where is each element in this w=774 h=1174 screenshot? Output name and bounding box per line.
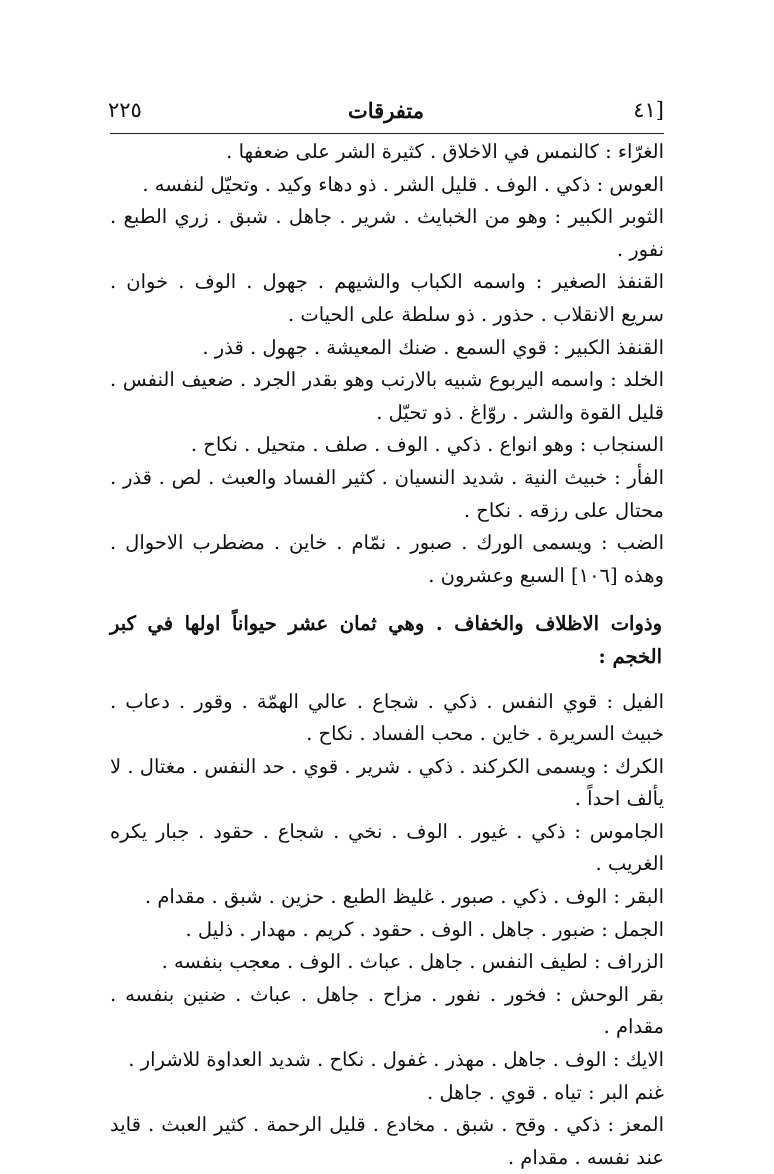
entry-khuld: الخلد : واسمه اليربوع شبيه بالارنب وهو بقدر الجرد . ضعيف النفس . قليل القوة والشر . روّاغ . ذو تحيّل .	[110, 364, 664, 429]
page-body	[110, 136, 664, 1174]
entry-cattle: البقر : الوف . ذكي . صبور . غليظ الطبع . حزين . شبق . مقدام .	[110, 881, 664, 914]
entry-wild-sheep: غنم البر : تياه . قوي . جاهل .	[110, 1077, 664, 1110]
entry-squirrel: السنجاب : وهو انواع . ذكي . الوف . صلف . متحيل . نكاح .	[110, 429, 664, 462]
entry-ghurra: الغرّاء : كالنمس في الاخلاق . كثيرة الشر على ضعفها .	[110, 136, 664, 169]
entry-buffalo: الجاموس : ذكي . غيور . الوف . نخي . شجاع . حقود . جبار يكره الغريب .	[110, 816, 664, 881]
page-title: متفرقات	[108, 98, 664, 123]
animal-list-group-2	[110, 686, 664, 1174]
header-rule	[110, 133, 664, 134]
entry-ayyil: الايك : الوف . جاهل . مهذر . غفول . نكاح . شديد العداوة للاشرار .	[110, 1044, 664, 1077]
page-number: ٢٢٥	[108, 98, 142, 122]
entry-dhabb: الضب : ويسمى الورك . صبور . نمّام . خاين . مضطرب الاحوال . وهذه [١٠٦] السبع وعشرون .	[110, 527, 664, 592]
entry-wild-cattle: بقر الوحش : فخور . نفور . مزاح . جاهل . عباث . ضنين بنفسه . مقدام .	[110, 979, 664, 1044]
entry-camel: الجمل : ضبور . جاهل . الوف . حقود . كريم . مهدار . ذليل .	[110, 914, 664, 947]
entry-large-hedgehog: القنفذ الكبير : قوي السمع . ضنك المعيشة . جهول . قذر .	[110, 332, 664, 365]
entry-aws: العوس : ذكي . الوف . قليل الشر . ذو دهاء وكيد . وتحيّل لنفسه .	[110, 169, 664, 202]
entry-karkadann: الكرك : ويسمى الكركند . ذكي . شرير . قوي . حد النفس . مغتال . لا يألف احداً .	[110, 751, 664, 816]
entry-thawbar: الثوبر الكبير : وهو من الخبايث . شرير . جاهل . شبق . زري الطبع . نفور .	[110, 201, 664, 266]
section-intro: وذوات الاظلاف والخفاف . وهي ثمان عشر حيواناً اولها في كبر الخجم :	[110, 608, 664, 673]
entry-giraffe: الزراف : لطيف النفس . جاهل . عباث . الوف . معجب بنفسه .	[110, 946, 664, 979]
running-header	[108, 92, 664, 132]
animal-list-group-1	[110, 136, 664, 592]
entry-elephant: الفيل : قوي النفس . ذكي . شجاع . عالي الهمّة . وقور . دعاب . خبيث السريرة . خاين . محب الفساد . نكاح .	[110, 686, 664, 751]
entry-small-hedgehog: القنفذ الصغير : واسمه الكباب والشيهم . جهول . الوف . خوان . سريع الانقلاب . حذور . ذو سلطة على الحيات .	[110, 266, 664, 331]
entry-goat: المعز : ذكي . وقح . شبق . مخادع . قليل الرحمة . كثير العبث . قايد عند نفسه . مقدام .	[110, 1109, 664, 1174]
chapter-number: [٤١	[633, 98, 664, 122]
entry-mouse: الفأر : خبيث النية . شديد النسيان . كثير الفساد والعبث . لص . قذر . محتال على رزقه . نكاح .	[110, 462, 664, 527]
